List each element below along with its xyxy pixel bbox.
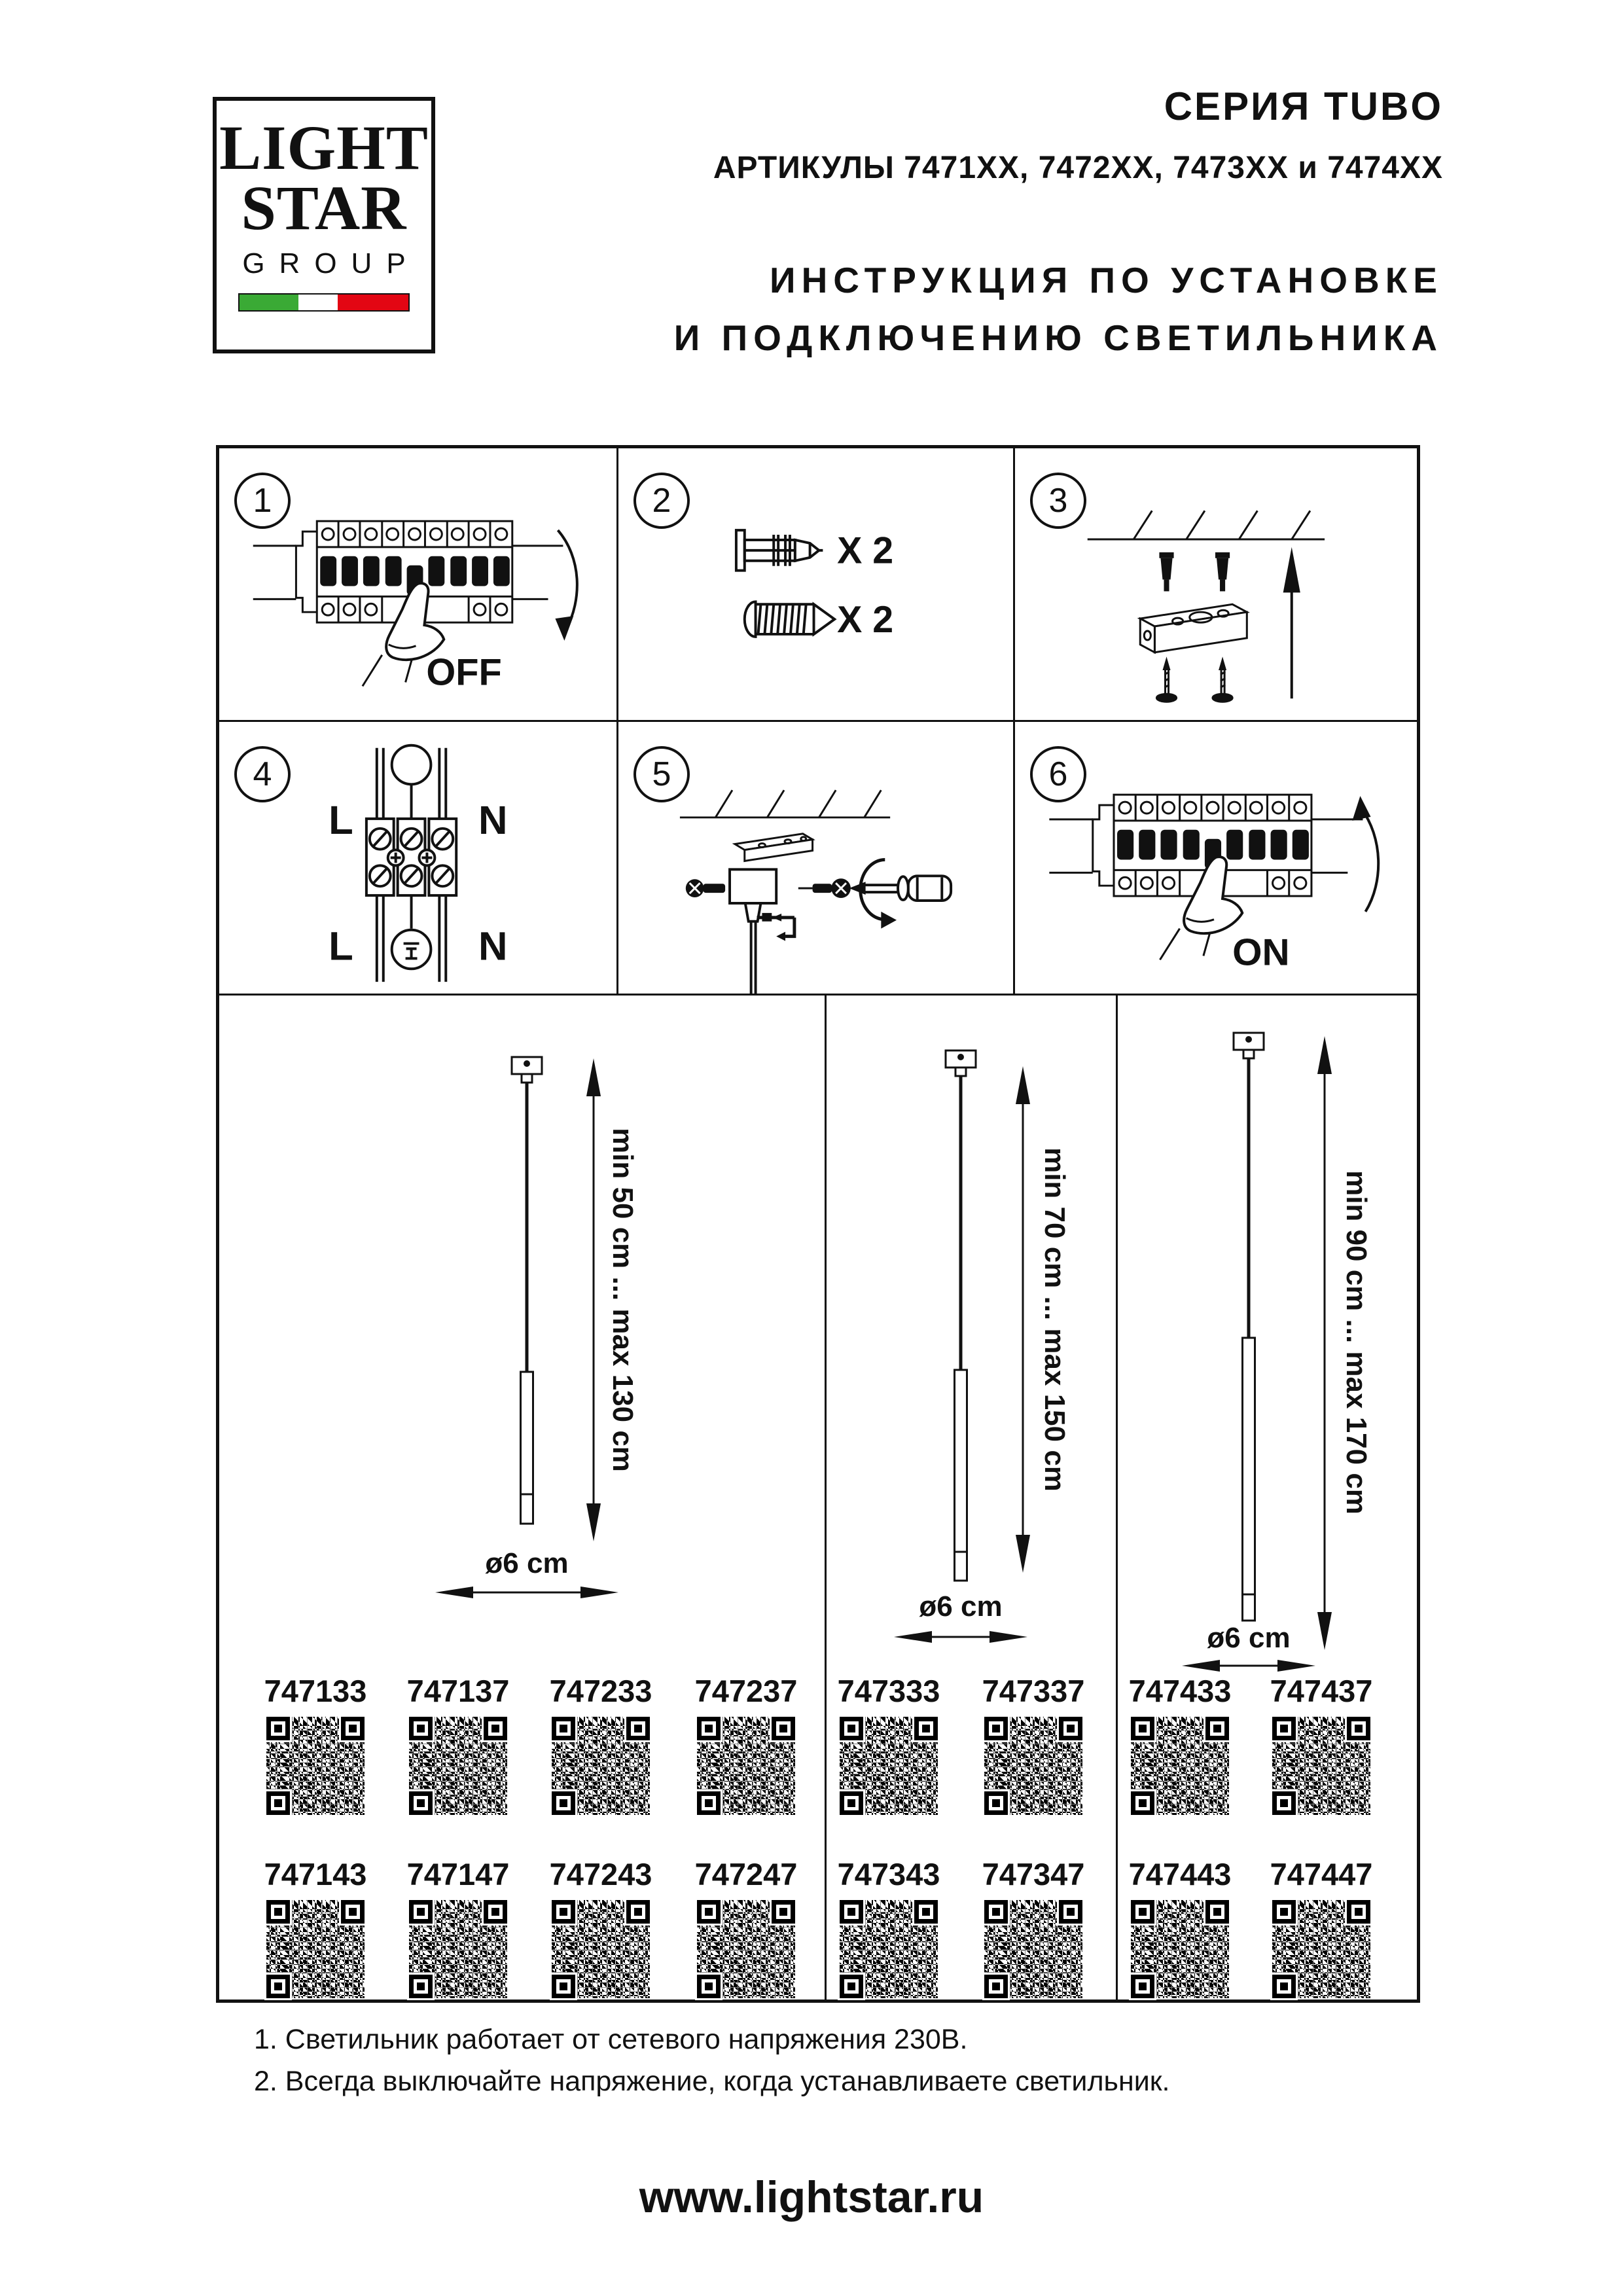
article-code: 747437 [1270, 1674, 1373, 1708]
website-url: www.lightstar.ru [639, 2172, 984, 2222]
article-code: 747443 [1128, 1857, 1232, 1892]
screw-pair-icons [1156, 660, 1232, 702]
pendant-lamp-2-diagram [827, 996, 1116, 1695]
height-dimension-1 [586, 1058, 639, 1541]
height-range-label-3: min 90 cm ... max 170 cm [1340, 1170, 1372, 1515]
diameter-dimension-1 [435, 1547, 618, 1598]
article-code: 747447 [1270, 1857, 1373, 1892]
qr-code [266, 1717, 365, 1815]
instruction-title-line2: И ПОДКЛЮЧЕНИЮ СВЕТИЛЬНИКА [673, 317, 1443, 358]
product-variant [1259, 1674, 1383, 1815]
product-variant [1259, 1857, 1383, 1998]
step-1-cell [219, 448, 618, 722]
lamp-panel-3 [1116, 996, 1417, 2000]
height-dimension-3 [1317, 1036, 1372, 1650]
article-code: 747147 [406, 1857, 510, 1892]
diameter-label-2: ø6 cm [919, 1590, 1003, 1623]
product-variant [971, 1674, 1096, 1815]
product-variant [684, 1674, 808, 1815]
cable-fitting-icon [757, 913, 794, 941]
article-code: 747237 [694, 1674, 798, 1708]
step-5-number: 5 [633, 746, 690, 802]
qr-code [840, 1900, 938, 1998]
logo-word-group: GROUP [242, 247, 420, 279]
screw-icon [745, 601, 834, 637]
anchor-pair-icons [1159, 552, 1230, 592]
article-code: 747233 [549, 1674, 652, 1708]
arrow-up-icon [1361, 809, 1378, 912]
step-6-number: 6 [1030, 746, 1086, 802]
qr-code [697, 1717, 795, 1815]
diameter-label-3: ø6 cm [1207, 1622, 1291, 1654]
product-variant [1118, 1857, 1242, 1998]
instruction-title-line1: ИНСТРУКЦИЯ ПО УСТАНОВКЕ [770, 260, 1443, 300]
mounting-bracket-icon [1140, 604, 1247, 652]
screwdriver-icon [853, 876, 951, 901]
canopy-icon [730, 869, 776, 994]
step-2-cell [618, 448, 1015, 722]
terminal-label-l-top: L [329, 797, 353, 843]
lightstar-logo [213, 97, 435, 353]
step-1-number: 1 [234, 473, 291, 529]
qr-code [1131, 1717, 1229, 1815]
diameter-label-1: ø6 cm [485, 1547, 569, 1579]
qr-code [1272, 1717, 1370, 1815]
product-variant [1118, 1674, 1242, 1815]
product-variant [253, 1674, 378, 1815]
product-variant [253, 1857, 378, 1998]
article-code: 747433 [1128, 1674, 1232, 1708]
title-block [461, 84, 1443, 359]
lamp-panel-2 [825, 996, 1116, 2000]
off-label: OFF [426, 651, 502, 694]
lamp-variants-section [219, 996, 1417, 2000]
note-2: 2. Всегда выключайте напряжение, когда устанавливаете светильник. [254, 2066, 1170, 2097]
on-label: ON [1232, 931, 1290, 974]
flag-white-stripe [298, 295, 337, 310]
article-code: 747137 [406, 1674, 510, 1708]
product-variant [827, 1857, 951, 1998]
article-code: 747337 [982, 1674, 1085, 1708]
product-variant [971, 1857, 1096, 1998]
italian-flag-icon [238, 293, 410, 312]
article-code: 747247 [694, 1857, 798, 1892]
anchor-qty-label: X 2 [837, 529, 894, 572]
flag-red-stripe [338, 295, 408, 310]
height-range-label-2: min 70 cm ... max 150 cm [1039, 1147, 1071, 1492]
qr-code [1272, 1900, 1370, 1998]
qr-code [409, 1717, 507, 1815]
qr-code [552, 1717, 650, 1815]
article-code: 747143 [264, 1857, 367, 1892]
lamp-panel-1 [219, 996, 825, 2000]
product-variant [827, 1674, 951, 1815]
qr-code [984, 1900, 1082, 1998]
product-variant [684, 1857, 808, 1998]
note-1: 1. Светильник работает от сетевого напряжения 230В. [254, 2024, 968, 2055]
step-4-cell [219, 722, 618, 996]
step-2-number: 2 [633, 473, 690, 529]
step-4-number: 4 [234, 746, 291, 802]
pendant-lamp-1-diagram [219, 996, 825, 1695]
step-3-cell [1015, 448, 1417, 722]
bracket-icon [735, 834, 813, 861]
qr-code [840, 1717, 938, 1815]
terminal-label-l-bottom: L [329, 924, 353, 969]
qr-code [1131, 1900, 1229, 1998]
article-code: 747243 [549, 1857, 652, 1892]
diameter-dimension-2 [894, 1590, 1027, 1643]
pendant-lamp-3-diagram [1118, 996, 1417, 1695]
height-dimension-2 [1016, 1066, 1071, 1573]
flag-green-stripe [240, 295, 298, 310]
screw-qty-label: X 2 [837, 598, 894, 641]
step-6-cell [1015, 722, 1417, 996]
qr-code [266, 1900, 365, 1998]
diameter-dimension-3 [1182, 1622, 1315, 1672]
article-code: 747347 [982, 1857, 1085, 1892]
qr-code [984, 1717, 1082, 1815]
terminal-label-n-top: N [478, 797, 508, 843]
qr-code [409, 1900, 507, 1998]
product-variant [539, 1674, 663, 1815]
safety-notes [254, 2018, 1169, 2102]
logo-word-star: STAR [241, 173, 407, 243]
articles-line: АРТИКУЛЫ 7471XX, 7472XX, 7473XX и 7474XX [713, 151, 1443, 185]
series-title: СЕРИЯ TUBO [1164, 84, 1443, 128]
height-range-label-1: min 50 cm ... max 130 cm [607, 1128, 639, 1472]
product-variant [539, 1857, 663, 1998]
screw-left-icon [686, 879, 725, 897]
logo-word-light: LIGHT [219, 113, 429, 183]
qr-code [552, 1900, 650, 1998]
step-5-cell [618, 722, 1015, 996]
product-variant [396, 1674, 520, 1815]
article-code: 747133 [264, 1674, 367, 1708]
terminal-label-n-bottom: N [478, 924, 508, 969]
qr-code [697, 1900, 795, 1998]
screw-right-icon [798, 878, 851, 898]
article-code: 747343 [837, 1857, 940, 1892]
step-3-number: 3 [1030, 473, 1086, 529]
article-code: 747333 [837, 1674, 940, 1708]
instruction-table [216, 445, 1420, 2003]
product-variant [396, 1857, 520, 1998]
